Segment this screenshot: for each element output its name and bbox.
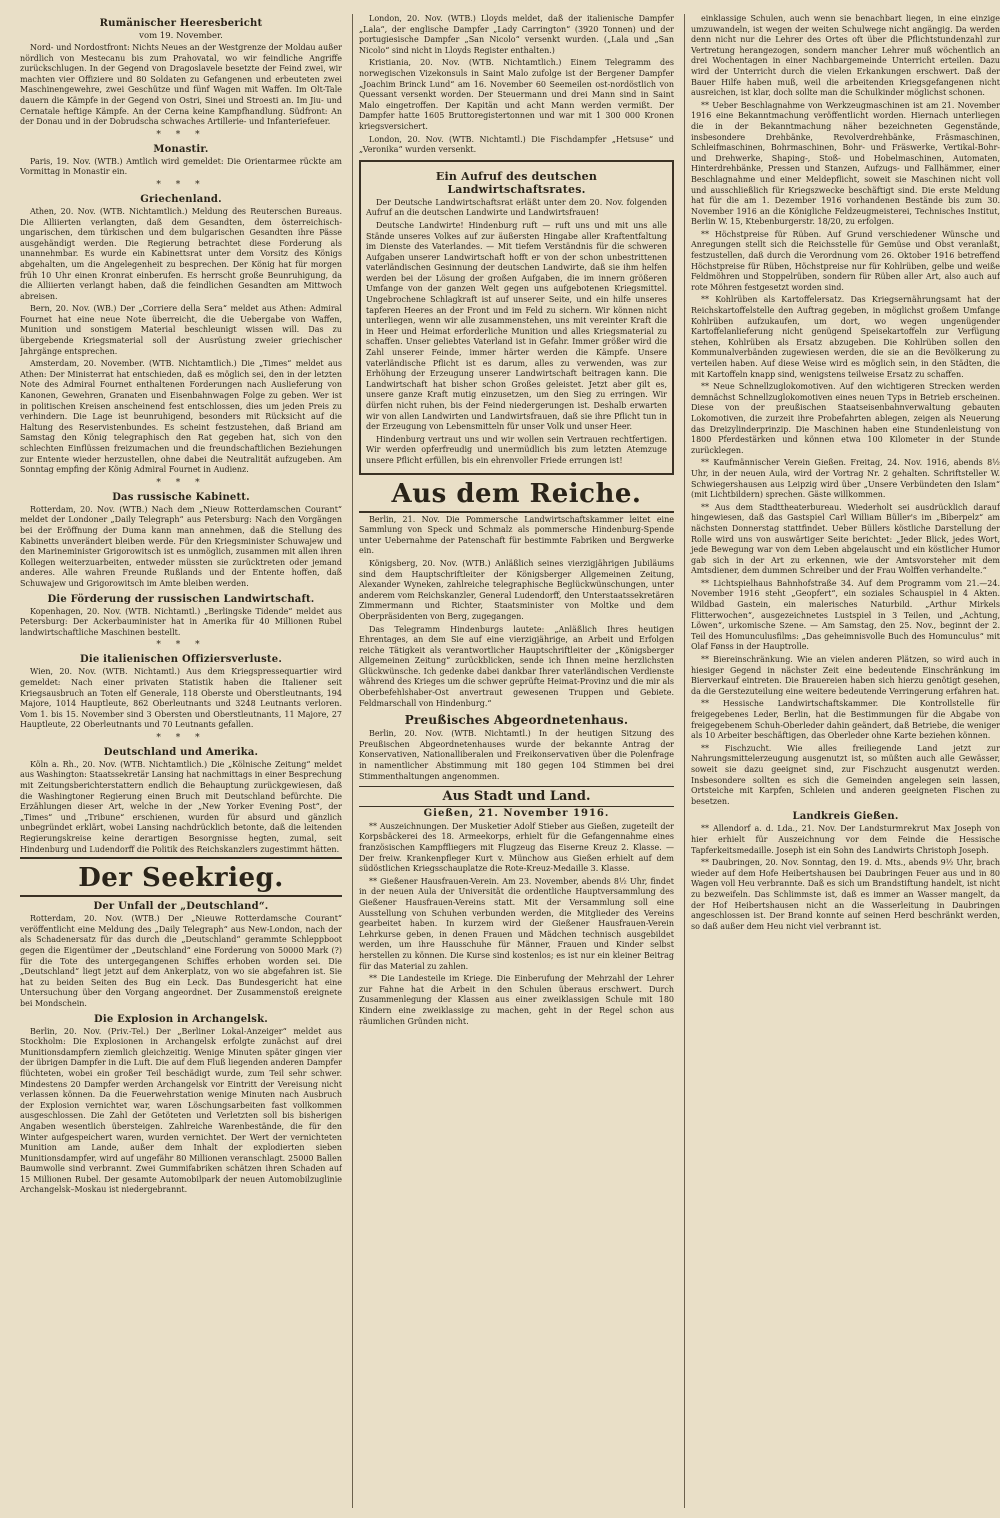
separator-dots: * * * bbox=[156, 129, 206, 140]
separator-dots: * * * bbox=[156, 640, 206, 651]
article-text: London, 20. Nov. (WTB.) Lloyds meldet, daß der italienische Dampfer „Lala“, der englische Dampfer „Lady Carrington“ (3920 Tonnen) und der portugiesische Dampfer „San Nicolo“ versenkt wurden. („Lala und „San Nicolo“ sind nicht in Lloyds Register enthalten.) bbox=[359, 14, 674, 55]
divider bbox=[20, 895, 342, 897]
article-text: einklassige Schulen, auch wenn sie benachbart liegen, in eine einzige umzuwandeln, ist wegen der weiten Schulwege nicht angängig. Da werden denn nicht nur die Lehrer des Ortes oft über die Pflichtstundenzahl zur Vertretung herangezogen, sondern mancher Lehrer muß wöchentlich an drei Wochentagen in einer Nachbargemeinde Unterricht erteilen. Dazu wird der Unterricht durch die vielen Erkankungen erschwert. Daß der Bauer Hilfe haben muß, weil die arbeitenden Kriegsgefangenen nicht ausreichen, ist klar, doch sollte man die Schulkinder möglichst schonen. bbox=[691, 14, 1000, 98]
divider bbox=[20, 857, 342, 859]
headline-landkreis: Landkreis Gießen. bbox=[792, 811, 899, 823]
article-text: Rotterdam, 20. Nov. (WTB.) Der „Nieuwe Rotterdamsche Courant“ veröffentlicht eine Meldung des „Daily Telegraph“ aus New-London, nach der als Schadenersatz für das durch die „Deutschland“ gerammte Schleppboot gegen die Eigentümer der „Deutschland“ eine Forderung von 50000 Mark (?) für die Tote des untergegangenen Schiffes erhoben worden sei. Die „Deutschland“ liegt jetzt auf dem Ankerplatz, von wo sie abgefahren ist. Sie hat zu beiden Seiten des Bug ein Leck. Das Bundesgericht hat eine Untersuchung über den Vorgang angeordnet. Der Zusammenstoß ereignete bei Mondschein. bbox=[20, 914, 342, 1008]
article-text: Kristiania, 20. Nov. (WTB. Nichtamtlich.) Einem Telegramm des norwegischen Vizekonsuls in Saint Malo zufolge ist der Bergener Dampfer „Joachim Brinck Lund“ am 16. November 60 Seemeilen ost-nordöstlich von Quessant versenkt worden. Der Steuermann und drei Mann sind in Saint Malo eingetroffen. Der Kapitän und acht Mann werden vermißt. Der Dampfer hatte 1605 Bruttoregistertonnen und war mit 1 300 000 Kronen kriegsversichert. bbox=[359, 58, 674, 131]
headline-appeal: Ein Aufruf des deutschen Landwirtschaftsrates. bbox=[435, 169, 598, 196]
article-text: ** Lichtspielhaus Bahnhofstraße 34. Auf dem Programm vom 21.—24. November 1916 steht „Geopfert“, ein soziales Schauspiel in 4 Akten. Wildbad Gastein, ein malerisches Naturbild. „Arthur Mirkels Flitterwochen“, ausgezeichnetes Lustspiel in 3 Teilen, und „Achtung, Löwen“, urkomische Szene. — Am Samstag, den 25. Nov., beginnt der 2. Teil des Homunculusfilms: „Das geheimnisvolle Buch des Homunculus“ mit Olaf Fønss in der Hauptrolle. bbox=[691, 578, 1000, 652]
article-text: ** Hessische Landwirtschaftskammer. Die Kontrollstelle für freigegebenes Leder, Berlin, hat die Bestimmungen für die Abgabe von freigegebenem Schuh-Oberleder dahin geändert, daß Betriebe, die weniger als 10 Arbeiter beschäftigen, das Oberleder ohne Karte beziehen können. bbox=[691, 699, 1000, 741]
article-text: Berlin, 20. Nov. (Priv.-Tel.) Der „Berliner Lokal-Anzeiger“ meldet aus Stockholm: Die Explosionen in Archangelsk erfolgte zunächst auf drei Munitionsdampfern ziemlich gleichzeitig. Wenige Minuten später gingen vier der übrigen Dampfer in die Luft. Die auf dem Fluß liegenden anderen Dampfer flüchteten, wobei ein großer Teil beschädigt wurde, zum Teil sehr schwer. Mindestens 20 Dampfer werden Archangelsk vor Eintritt der Vereisung nicht verlassen können. Da die Feuerwehrstation wenige Minuten nach Ausbruch der Explosion vernichtet war, waren Löschungsarbeiten fast vollkommen ausgeschlossen. Die Zahl der Getöteten und Verletzten soll bis bisherigen Angaben wesentlich übersteigen. Zahlreiche Warenbestände, die für den Winter aufgespeichert waren, wurden vernichtet. Der Wert der vernichteten Munition am Lande, außer dem Inhalt der explodierten sieben Munitionsdampfer, wird auf ungefähr 80 Millionen veranschlagt. 25000 Ballen Baumwolle sind verbrannt. Zwei Gummifabriken schätzen ihren Schaden auf 15 Millionen Rubel. Der gesamte Automobilpark der neuen Automobilzuglinie Archangelsk–Moskau ist niedergebrannt. bbox=[20, 1026, 342, 1195]
subheadline-date: vom 19. November. bbox=[139, 31, 223, 41]
headline-italian-losses: Die italienischen Offiziersverluste. bbox=[80, 654, 282, 666]
section-title-reich: Aus dem Reiche. bbox=[391, 478, 642, 509]
article-text: ** Kohlrüben als Kartoffelersatz. Das Kriegsernährungsamt hat der Reichskartoffelstelle den Auftrag gegeben, in möglichst großem Umfange Kohlrüben aufzukaufen, um dort, wo wegen ungenügender Kartoffelanlieferung nicht genügend Speisekartoffeln zur Verfügung stehen, Kohlrüben als Ersatz abzugeben. Die Kohlrüben sollen den Kommunalverbänden zugewiesen werden, die sie an die Bevölkerung zu verteilen haben. Auf diese Weise wird es möglich sein, in den Städten, die mit Kartoffeln knapp sind, wenigstens teilweise Ersatz zu schaffen. bbox=[691, 295, 1000, 379]
article-text: Athen, 20. Nov. (WTB. Nichtamtlich.) Meldung des Reuterschen Bureaus. Die Alliierten verlangten, daß dem Gesandten, dem österreichisch-ungarischen, dem türkischen und dem bulgarischen Gesandten ihre Pässe ausgehändigt werden. Die Regierung betrachtet diese Forderung als unannehmbar. Es wurde ein Kabinettsrat unter dem Vorsitz des Königs abgehalten, um die Angelegenheit zu besprechen. Der König hat für morgen früh 10 Uhr einen Kronrat einberufen. Es herrscht große Beunruhigung, da die Alliierten verlangt haben, daß die feindlichen Gesandten am Mittwoch abreisen. bbox=[20, 206, 342, 301]
article-text: ** Ueber Beschlagnahme von Werkzeugmaschinen ist am 21. November 1916 eine Bekanntmachung veröffentlicht worden. Hiernach unterliegen die in der Bekanntmachung näher bezeichneten Gegenstände, insbesondere Drehbänke, Revolverdrehbänke, Fräsmaschinen, Schleifmaschinen, Bohrmaschinen, Bohr- und Fräswerke, Vertikal-Bohr- und Drehwerke, Shaping-, Stoß- und Hobelmaschinen, Automaten, Hinterdrehbänke, Pressen und Stanzen, Aufzugs- und Fallhämmer, einer Beschlagnahme und einer Meldepflicht, soweit sie Maschinen nicht voll und ausschließlich für Kriegszwecke beschäftigt sind. Die erste Meldung hat für die am 1. Dezember 1916 vorhandenen Bestände bis zum 30. November 1916 an die Königliche Feldzeugmeisterei, Technisches Institut, Berlin W. 15, Ktebenburgerstr. 18/20, zu erfolgen. bbox=[691, 100, 1000, 227]
headline-prussian-parliament: Preußisches Abgeordnetenhaus. bbox=[404, 713, 629, 728]
headline-archangelsk: Die Explosion in Archangelsk. bbox=[94, 1013, 268, 1025]
article-text: Bern, 20. Nov. (WB.) Der „Corriere della Sera“ meldet aus Athen: Admiral Fournet hat eine neue Note überreicht, die die Uebergabe von Waffen, Munition und sonstigem Material beschleunigt wissen will. Das zu übergebende Kriegsmaterial soll der Ausrüstung zweier griechischer Jahrgänge entsprechen. bbox=[20, 304, 342, 356]
article-text: Hindenburg vertraut uns und wir wollen sein Vertrauen rechtfertigen. Wir werden opferfreudig und unermüdlich bis zum letzten Atemzuge unsere Pflicht erfüllen, bis ein ehrenvoller Friede errungen ist! bbox=[366, 434, 667, 465]
headline-monastir: Monastir. bbox=[153, 143, 209, 155]
column-1 bbox=[20, 14, 342, 1508]
separator-dots: * * * bbox=[156, 179, 206, 190]
article-text: ** Aus dem Stadttheaterbureau. Wiederholt sei ausdrücklich darauf hingewiesen, daß das Gastspiel Carl William Büller's im „Biberpelz“ am nächsten Donnerstag stattfindet. Ueber Büllers köstliche Darstellung der Rolle wird uns von auswärtiger Seite berichtet: „Jeder Blick, jedes Wort, jede Bewegung war von dem Leben abgelauscht und ein köstlicher Humor gab sich in der Art zu erkennen, wie der Amtsvorsteher mit dem Amtsdiener, dem dummen Schreiber und der Frau Wolffen verhandelte.“ bbox=[691, 502, 1000, 576]
headline-greece: Griechenland. bbox=[140, 193, 222, 205]
section-title-seekrieg: Der Seekrieg. bbox=[78, 863, 284, 894]
section-title-stadt-land: Aus Stadt und Land. bbox=[359, 786, 674, 807]
article-text: Rotterdam, 20. Nov. (WTB.) Nach dem „Nieuw Rotterdamschen Courant“ meldet der Londoner „Daily Telegraph“ aus Petersburg: Nach den Vorgängen bei der Eröffnung der Duma kann man annehmen, daß die Stellung des Kabinetts unverändert bleiben werde. Für den Kriegsminister Schuwajew und den Marineminister Grigorowitsch ist es unmöglich, zusammen mit allen ihren Kollegen weiterzuarbeiten, entweder müssten sie zurücktreten oder jemand anderes. Alle wahren Freunde Rußlands und der Entente hoffen, daß Schuwajew und Grigorowitsch im Amte bleiben werden. bbox=[20, 504, 342, 588]
article-text: ** Auszeichnungen. Der Musketier Adolf Stieber aus Gießen, zugeteilt der Korpsbäckerei des 18. Armeekorps, erhielt für die Gefangennahme eines französischen Kampffliegers mit Flugzeug das Eiserne Kreuz 2. Klasse. — Der freiw. Krankenpfleger Kurt v. Münchow aus Gießen erhielt auf dem südöstlichen Kriegsschauplatze die Rote-Kreuz-Medaille 3. Klasse. bbox=[359, 821, 674, 874]
appeal-box bbox=[359, 160, 674, 475]
article-text: ** Biereinschränkung. Wie an vielen anderen Plätzen, so wird auch in hiesiger Gegend in nächster Zeit eine bedeutende Einschränkung im Bierverkauf eintreten. Die Brauereien haben sich hierzu genötigt gesehen, da die Gerstezuteilung eine weitere bedeutende Verringerung erfahren hat. bbox=[691, 655, 1000, 696]
article-text: ** Allendorf a. d. Lda., 21. Nov. Der Landsturmrekrut Max Joseph von hier erhielt für Auszeichnung vor dem Feinde die Hessische Tapferkeitsmedaille. Joseph ist ein Sohn des Landwirts Christoph Joseph. bbox=[691, 824, 1000, 855]
article-text: ** Kaufmännischer Verein Gießen. Freitag, 24. Nov. 1916, abends 8½ Uhr, in der neuen Aula, wird der Vortrag Nr. 2 gehalten. Schriftsteller W. Schwiegershausen aus Leipzig wird über „Unsere Verbündeten den Islam“ (mit Lichtbildern) sprechen. Gäste willkommen. bbox=[691, 458, 1000, 500]
headline-deutschland-accident: Der Unfall der „Deutschland“. bbox=[93, 901, 269, 913]
article-text: Der Deutsche Landwirtschaftsrat erläßt unter dem 20. Nov. folgenden Aufruf an die deutschen Landwirte und Landwirtsfrauen! bbox=[366, 197, 667, 218]
column-3 bbox=[684, 14, 1000, 1508]
article-text: Königsberg, 20. Nov. (WTB.) Anläßlich seines vierzigjährigen Jubiläums sind dem Hauptschriftleiter der Königsberger Allgemeinen Zeitung, Alexander Wyneken, zahlreiche telegraphische Beglückwünschungen, unter anderem vom Reichskanzler, General Ludendorff, den Unterstaatssekretären Zimmermann und Richter, Staatsminister von Moltke und dem Oberpräsidenten von Berg, zugegangen. bbox=[359, 558, 674, 621]
dateline: Gießen, 21. November 1916. bbox=[423, 808, 610, 820]
separator-dots: * * * bbox=[156, 732, 206, 743]
article-text: Amsterdam, 20. November. (WTB. Nichtamtlich.) Die „Times“ meldet aus Athen: Der Ministerrat hat entschieden, daß es möglich sei, den in der letzten Note des Admiral Fournet enthaltenen Forderungen nach Auslieferung von Kanonen, Gewehren, Granaten und Eisenbahnwagen Folge zu geben. Wer ist in politischen Kreisen anscheinend fest entschlossen, dies um jeden Preis zu verhindern. Die Lage ist beunruhigend, besonders mit Rücksicht auf die Haltung des Reservistenbundes. Es scheint festzustehen, daß Briand am Samstag den König telegraphisch den Rat gegeben hat, sich von den schlechten Einflüssen freizumachen und die freundschaftlichen Beziehungen zur Entente wieder herzustellen, ohne dabei die Neutralität aufzugeben. Am Sonntag empfing der König Admiral Fournet in Audienz. bbox=[20, 359, 342, 475]
article-text: Deutsche Landwirte! Hindenburg ruft — ruft uns und mit uns alle Stände unseres Volkes auf zur äußersten Hingabe aller Kraftentfaltung im Dienste des Vaterlandes. — Mit tiefem Verständnis für die schweren Aufgaben unserer Landwirtschaft hofft er von der schon unbestrittenen vaterländischen Gesinnung der deutschen Landwirte, daß sie ihm helfen werden bei der Lösung der großen Aufgaben, die im innern größeren Umfange von der ganzen Welt gegen uns aufgebotenen Kriegsmittel. Ungebrochene Schlagkraft ist auf unserer Seite, und ein hilfe unseres tapferen Heeres an der Front und im Feld zu sichern. Wir können nicht unterliegen, wenn wir alle zusammenstehen, uns mit vereinter Kraft die in Heer und Heimat erforderliche Munition und alles Kriegsmaterial zu schaffen. Unser geliebtes Vaterland ist in Gefahr. Immer größer wird die Zahl unserer Feinde, immer härter werden die Kämpfe. Unsere vaterländische Pflicht ist es darum, alles zu verwenden, was zur Erhöhung der Erzeugung unserer Landwirtschaft beitragen kann. Die Landwirtschaft hat bisher schon Großes geleistet. Jetzt aber gilt es, unsere ganze Kraft mutig einzusetzen, um den Sieg zu erringen. Wir dürfen nicht ruhen, bis der Feind niedergerungen ist. Deshalb erwarten wir von allen Landwirten und Landwirtsfrauen, daß sie ihre Pflicht tun in der Erzeugung von Lebensmitteln für unser Volk und unser Heer. bbox=[366, 220, 667, 432]
headline-russian-cabinet: Das russische Kabinett. bbox=[112, 491, 250, 503]
article-text: Berlin, 20. Nov. (WTB. Nichtamtl.) In der heutigen Sitzung des Preußischen Abgeordnetenhauses wurde der bekannte Antrag der Konservativen, Nationalliberalen und Freikonservativen über die Polenfrage in namentlicher Abstimmung mit 180 gegen 104 Stimmen bei drei Stimmenthaltungen angenommen. bbox=[359, 729, 674, 781]
article-text: ** Die Landesteile im Kriege. Die Einberufung der Mehrzahl der Lehrer zur Fahne hat die Arbeit in den Schulen überaus erschwert. Durch Zusammenlegung der Klassen aus einer zweiklassigen Schule mit 180 Kindern eine zweiklassige zu machen, geht in der Regel schon aus räumlichen Gründen nicht. bbox=[359, 974, 674, 1026]
column-2 bbox=[352, 14, 674, 1508]
article-text: ** Höchstpreise für Rüben. Auf Grund verschiedener Wünsche und Anregungen stellt sich die Reichsstelle für Gemüse und Obst veranlaßt, festzustellen, daß durch die Verordnung vom 26. Oktober 1916 betreffend Höchstpreise für Rüben, Höchstpreise nur für Kohlrüben, gelbe und weiße Feldmöhren und Stoppelrüben, sondern für Rüben aller Art, also auch auf rote Möhren festgesetzt worden sind. bbox=[691, 229, 1000, 292]
article-text: Wien, 20. Nov. (WTB. Nichtamtl.) Aus dem Kriegspressequartier wird gemeldet: Nach einer privaten Statistik haben die Italiener seit Kriegsausbruch an Toten elf Generale, 118 Oberste und Oberstleutnants, 194 Majore, 1014 Hauptleute, 862 Oberleutnants und 3248 Leutnants verloren. Vom 1. bis 15. November sind 3 Obersten und Oberstleutnants, 11 Majore, 27 Hauptleute, 22 Oberleutnants und 70 Leutnants gefallen. bbox=[20, 667, 342, 730]
article-text: Köln a. Rh., 20. Nov. (WTB. Nichtamtlich.) Die „Kölnische Zeitung“ meldet aus Washington: Staatssekretär Lansing hat nachmittags in einer Besprechung mit Zeitungsberichterstattern endlich die Behauptung zurückgewiesen, daß die Washingtoner Regierung einen Bruch mit Deutschland befürchte. Die Erzählungen dieser Art, welche in der „New Yorker Evening Post“, der „Times“ und „Tribune“ erschienen, wurden für absurd und gänzlich unbegründet erklärt, wobei Lansing nachdrücklich betonte, daß die leitenden Regierungskreise keine derartigen Besorgnisse hegten, zumal, seit Hindenburg und Ludendorff die Politik des Reichskanzlers zugestimmt hätten. bbox=[20, 759, 342, 854]
separator-dots: * * * bbox=[156, 477, 206, 488]
article-text: London, 20. Nov. (WTB. Nichtamtl.) Die Fischdampfer „Hetsuse“ und „Veronika“ wurden versenkt. bbox=[359, 134, 674, 155]
headline-germany-america: Deutschland und Amerika. bbox=[103, 746, 259, 758]
headline-rumanian-report: Rumänischer Heeresbericht bbox=[99, 18, 263, 29]
divider bbox=[359, 511, 674, 513]
article-text: Kopenhagen, 20. Nov. (WTB. Nichtamtl.) „Berlingske Tidende“ meldet aus Petersburg: Der Ackerbauminister hat in Amerika für 40 Millionen Rubel landwirtschaftliche Maschinen bestellt. bbox=[20, 606, 342, 637]
article-text: Das Telegramm Hindenburgs lautete: „Anläßlich Ihres heutigen Ehrentages, an dem Sie auf eine vierzigjährige, an Arbeit und Erfolgen reiche Tätigkeit als verantwortlicher Hauptschriftleiter der „Königsberger Allgemeinen Zeitung“ zurückblicken, sende ich Ihnen meine herzlichsten Glückwünsche. Ich gedenke dabei dankbar Ihrer vaterländischen Verdienste während des Krieges um die schwer geprüfte Heimat-Provinz und die mir als Oberbefehlshaber-Ost anvertraut gewesenen Truppen und Gebiete. Feldmarschall von Hindenburg.“ bbox=[359, 624, 674, 708]
article-text: Paris, 19. Nov. (WTB.) Amtlich wird gemeldet: Die Orientarmee rückte am Vormittag in Monastir ein. bbox=[20, 156, 342, 177]
article-text: Nord- und Nordostfront: Nichts Neues an der Westgrenze der Moldau außer nördlich von Mestecanu bis zum Prahovatal, wo wir feindliche Angriffe zurückschlugen. In der Gegend von Dragoslavele besetzte der Feind zwei, wir machten vier Offiziere und 80 Soldaten zu Gefangenen und erbeuteten zwei Maschinengewehre, zwei Geschütze und fünf Wagen mit Waffen. Im Olt-Tale dauern die Kämpfe in der Gegend von Ostri, Sinei und Stroesti an. Im Jiu- und Cernatale heftige Kämpfe. An der Cerna keine Kampfhandlung. Südfront: An der Donau und in der Dobrudscha schwaches Artillerie- und Infanteriefeuer. bbox=[20, 43, 342, 127]
headline-russian-agriculture: Die Förderung der russischen Landwirtschaft. bbox=[47, 593, 315, 605]
article-text: ** Neue Schnellzuglokomotiven. Auf den wichtigeren Strecken werden demnächst Schnellzuglokomotiven eines neuen Typs in Betrieb erscheinen. Diese von der preußischen Staatseisenbahnverwaltung gebauten Lokomotiven, die zurzeit ihre Probefahrten ablegen, zeigen als Neuerung das Dreizylinderprinzip. Die Maschinen haben eine Stundenleistung von 1800 Pferdestärken und können etwa 100 Kilometer in der Stunde zurücklegen. bbox=[691, 382, 1000, 455]
article-text: ** Fischzucht. Wie alles freiliegende Land jetzt zur Nahrungsmittelerzeugung ausgenutzt ist, so müßten auch alle Gewässer, soweit sie dazu geeignet sind, zur Fischzucht ausgenutzt werden. Insbesondere sollten es sich die Gemeinden angelegen sein lassen, Ortsteiche mit Karpfen, Schleien und anderen geeigneten Fischen zu besetzen. bbox=[691, 743, 1000, 806]
article-text: Berlin, 21. Nov. Die Pommersche Landwirtschaftskammer leitet eine Sammlung von Speck und Schmalz als pommersche Hindenburg-Spende unter Uebernahme der Patenschaft für bestimmte Fabriken und Bergwerke ein. bbox=[359, 514, 674, 556]
article-text: ** Daubringen, 20. Nov. Sonntag, den 19. d. Mts., abends 9½ Uhr, brach wieder auf dem Hofe Heibertshausen bei Daubringen Feuer aus und in 80 Wagen voll Heu verbrannte. Daß es sich um Brandstiftung handelt, ist nicht zu bezweifeln. Das Schlimmste ist, daß es immer an Wasser mangelt, da der Hof Heibertshausen nicht an die Wasserleitung in Daubringen angeschlossen ist. Der Brand konnte auf seinen Herd beschränkt werden, so daß außer dem Heu nicht viel verbrannt ist. bbox=[691, 858, 1000, 931]
article-text: ** Gießener Hausfrauen-Verein. Am 23. November, abends 8½ Uhr, findet in der neuen Aula der Universität die ordentliche Hauptversammlung des Gießener Hausfrauen-Vereins statt. Mit der Versammlung soll eine Ausstellung von Schuhen verbunden werden, die Mitglieder des Vereins gearbeitet haben. In kurzem wird der Gießener Hausfrauen-Verein Lehrkurse geben, in denen Frauen und Mädchen technisch ausgebildet werden, um ihre Hausschuhe für Männer, Frauen und Kinder selbst herstellen zu können. Die Kurse sind kostenlos; es ist nur ein kleiner Beitrag für das Material zu zahlen. bbox=[359, 876, 674, 971]
